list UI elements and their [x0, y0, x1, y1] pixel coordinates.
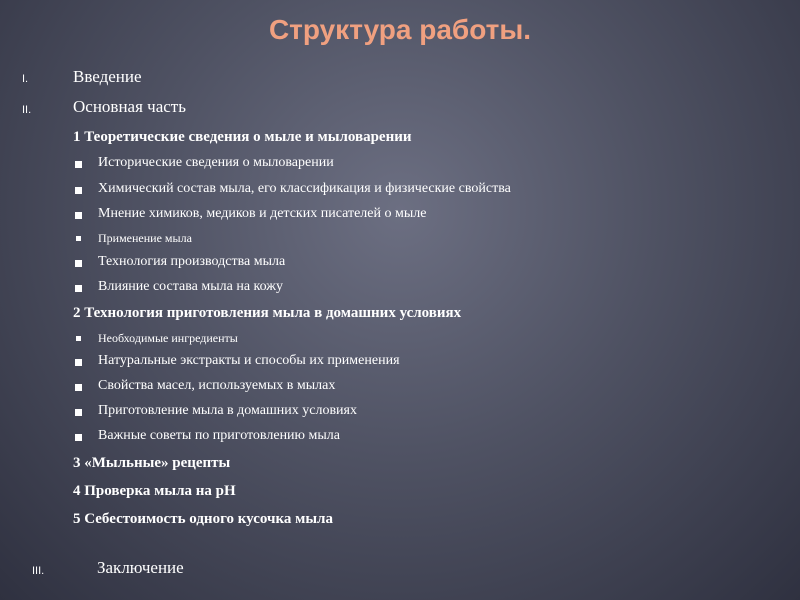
list-item: Исторические сведения о мыловарении [98, 155, 334, 170]
chapter-4-heading: 4 Проверка мыла на pH [73, 483, 236, 499]
list-item: Свойства масел, используемых в мылах [98, 378, 336, 393]
bullet-icon [75, 187, 82, 194]
bullet-icon [75, 384, 82, 391]
bullet-icon [75, 359, 82, 366]
section-main-part: Основная часть [73, 97, 186, 116]
bullet-icon [76, 336, 81, 341]
bullet-icon [75, 212, 82, 219]
section-numeral-1: I. [22, 73, 29, 85]
section-conclusion: Заключение [97, 558, 184, 577]
bullet-icon [75, 409, 82, 416]
list-item: Мнение химиков, медиков и детских писателей о мыле [98, 206, 427, 221]
list-item: Необходимые ингредиенты [98, 331, 238, 345]
list-item: Натуральные экстракты и способы их применения [98, 353, 400, 368]
section-introduction: Введение [73, 67, 142, 86]
bullet-icon [75, 260, 82, 267]
bullet-icon [75, 285, 82, 292]
list-item: Влияние состава мыла на кожу [98, 279, 283, 294]
bullet-icon [75, 434, 82, 441]
chapter-5-heading: 5 Себестоимость одного кусочка мыла [73, 511, 333, 527]
list-item: Технология производства мыла [98, 254, 286, 269]
slide-title: Структура работы. [268, 14, 532, 45]
list-item: Химический состав мыла, его классификация и физические свойства [98, 181, 511, 196]
section-numeral-3: III. [32, 565, 45, 577]
bullet-icon [75, 161, 82, 168]
bullet-icon [76, 236, 81, 241]
section-numeral-2: II. [22, 104, 32, 116]
list-item: Важные советы по приготовлению мыла [98, 428, 340, 443]
list-item: Приготовление мыла в домашних условиях [98, 403, 357, 418]
list-item: Применение мыла [98, 231, 192, 245]
chapter-1-heading: 1 Теоретические сведения о мыле и мыловарении [73, 129, 412, 145]
chapter-2-heading: 2 Технология приготовления мыла в домашних условиях [73, 305, 462, 321]
chapter-3-heading: 3 «Мыльные» рецепты [73, 455, 231, 471]
